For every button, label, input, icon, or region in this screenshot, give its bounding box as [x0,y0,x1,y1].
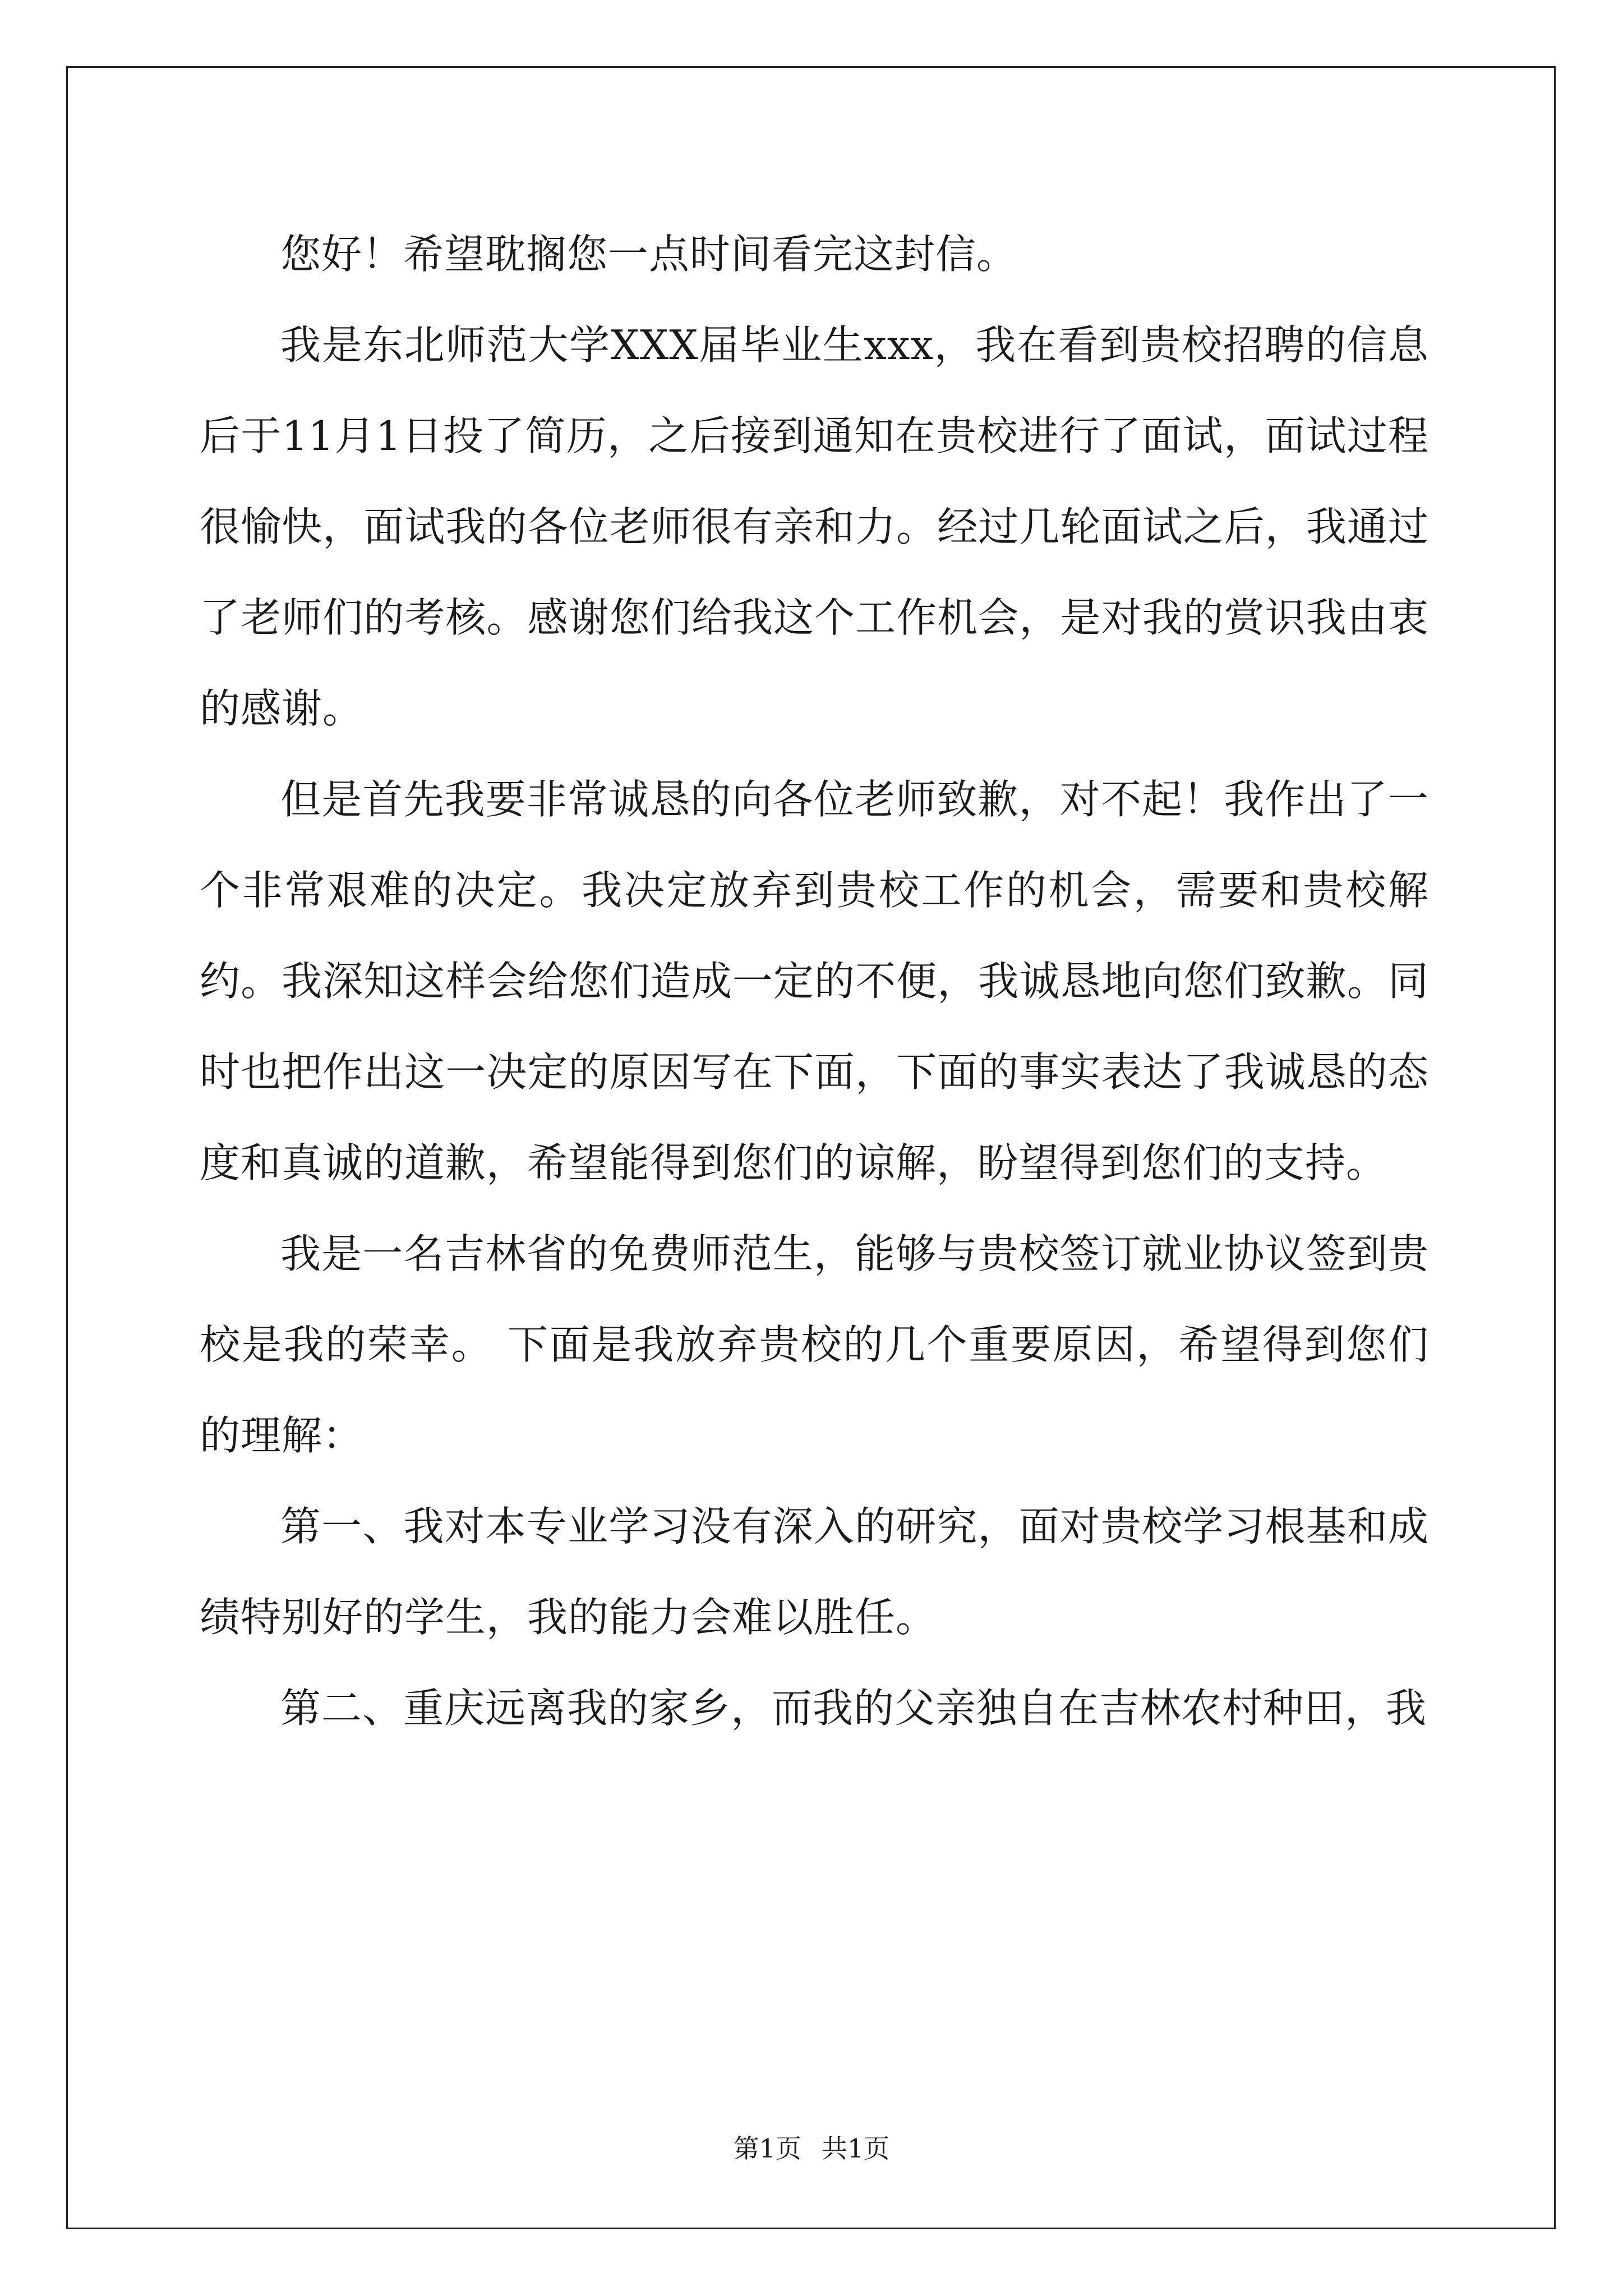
paragraph-reason-one: 第一、我对本专业学习没有深入的研究，面对贵校学习根基和成绩特别好的学生，我的能力会难以胜任。 [200,1503,1429,1641]
paragraph-intro-reasons: 我是一名吉林省的免费师范生，能够与贵校签订就业协议签到贵校是我的荣幸。 下面是我放弃贵校的几个重要原因，希望得到您们的理解： [200,1230,1429,1459]
paragraph-reason-two: 第二、重庆远离我的家乡，而我的父亲独自在吉林农村种田，我 [280,1685,1427,1732]
paragraph-apology: 但是首先我要非常诚恳的向各位老师致歉，对不起！我作出了一个非常艰难的决定。我决定放弃到贵校工作的机会，需要和贵校解约。我深知这样会给您们造成一定的不便，我诚恳地向您们致歉。同时也把作出这一决定的原因写在下面，下面的事实表达了我诚恳的态度和真诚的道歉，希望能得到您们的谅解，盼望得到您们的支持。 [200,776,1429,1186]
paragraph-background: 我是东北师范大学XXX届毕业生xxx，我在看到贵校招聘的信息后于11月1日投了简历，之后接到通知在贵校进行了面试，面试过程很愉快，面试我的各位老师很有亲和力。经过几轮面试之后，我通过了老师们的考核。感谢您们给我这个工作机会，是对我的赏识我由衷的感谢。 [200,321,1429,732]
page-total: 共1页 [822,2133,890,2164]
page-footer [0,2132,1623,2165]
letter-body [200,209,1429,1754]
page-number: 第1页 [733,2133,801,2164]
paragraph-greeting: 您好！希望耽搁您一点时间看完这封信。 [280,231,1018,278]
